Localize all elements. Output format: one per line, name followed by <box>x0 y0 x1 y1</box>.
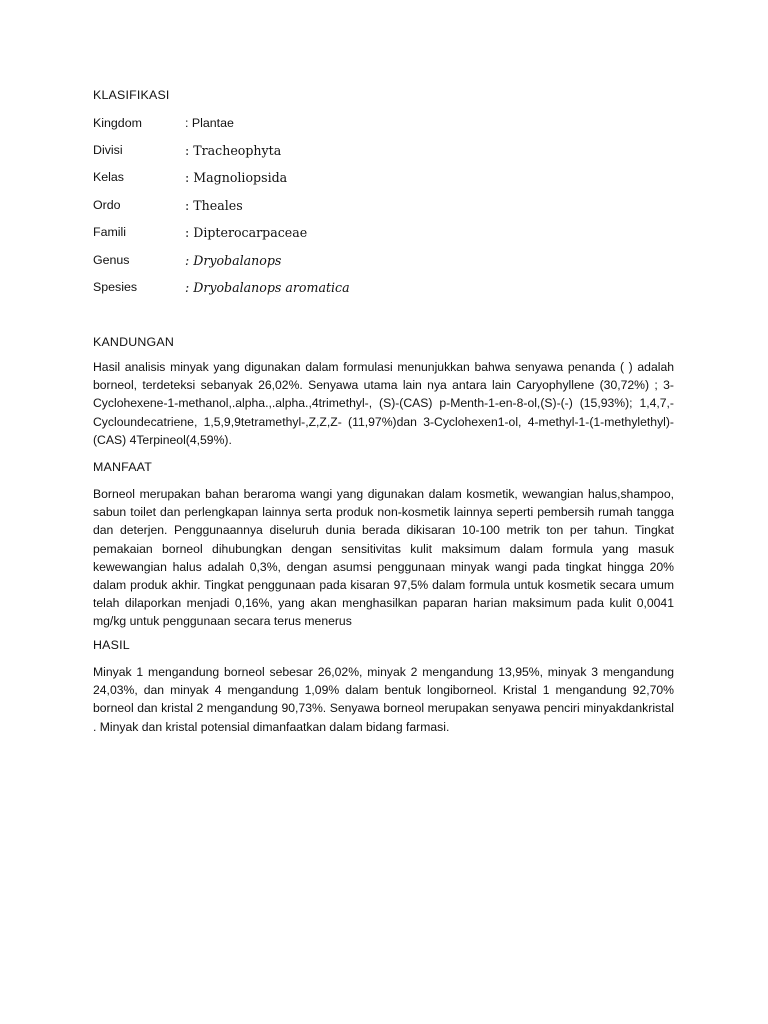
kandungan-heading: KANDUNGAN <box>93 335 174 349</box>
classification-row-spesies <box>93 280 674 298</box>
row-value: : Dryobalanops <box>185 253 282 268</box>
kandungan-paragraph: Hasil analisis minyak yang digunakan dalam formulasi menunjukkan bahwa senyawa penanda ( ) adalah borneol, terdeteksi sebanyak 26,02%. Senyawa utama lain nya antara lain Caryophyllene (30,72%) ; 3-Cyclohexene-1-methanol,.alpha.,.alpha.,4trimethyl-, (S)-(CAS) p-Menth-1-en-8-ol,(S)-(-) (15,93%); 1,4,7,-Cycloundecatriene, 1,5,9,9tetramethyl-,Z,Z,Z- (11,97%)dan 3-Cyclohexen1-ol, 4-methyl-1-(1-methylethyl)- (CAS) 4Terpineol(4,59%). <box>93 360 674 447</box>
classification-row-famili <box>93 225 674 243</box>
row-label: Divisi <box>93 143 123 157</box>
row-value: : Plantae <box>185 116 234 130</box>
row-label: Spesies <box>93 280 138 294</box>
row-label: Ordo <box>93 198 121 212</box>
row-label: Famili <box>93 225 127 239</box>
row-label: Kingdom <box>93 116 142 130</box>
row-value: : Magnoliopsida <box>185 170 288 185</box>
hasil-paragraph: Minyak 1 mengandung borneol sebesar 26,02%, minyak 2 mengandung 13,95%, minyak 3 mengandung 24,03%, dan minyak 4 mengandung 1,09% dalam bentuk longiborneol. Kristal 1 mengandung 92,70% borneol dan kristal 2 mengandung 90,73%. Senyawa borneol merupakan senyawa penciri minyakdankristal . Minyak dan kristal potensial dimanfaatkan dalam bidang farmasi. <box>93 665 674 734</box>
classification-row-genus <box>93 253 674 271</box>
classification-row-divisi <box>93 143 674 161</box>
row-value: : Theales <box>185 198 243 213</box>
row-label: Kelas <box>93 170 124 184</box>
classification-row-kelas <box>93 170 674 188</box>
classification-row-ordo <box>93 198 674 216</box>
klasifikasi-heading: KLASIFIKASI <box>93 88 170 102</box>
row-value: : Tracheophyta <box>185 143 282 158</box>
row-value: : Dipterocarpaceae <box>185 225 308 240</box>
classification-row-kingdom <box>93 116 674 134</box>
row-label: Genus <box>93 253 130 267</box>
manfaat-paragraph: Borneol merupakan bahan beraroma wangi yang digunakan dalam kosmetik, wewangian halus,shampoo, sabun toilet dan perlengkapan lainnya serta produk non-kosmetik lainnya seperti pembersih rumah tangga dan deterjen. Penggunaannya diseluruh dunia berada dikisaran 10-100 metrik ton per tahun. Tingkat pemakaian borneol dihubungkan dengan sensitivitas kulit maksimum dalam formula yang masuk kewewangian halus adalah 0,3%, dengan asumsi penggunaan minyak wangi pada tingkat hingga 20% dalam produk akhir. Tingkat penggunaan pada kisaran 97,5% dalam formula untuk kosmetik secara umum telah dilaporkan menjadi 0,16%, yang akan menghasilkan paparan harian maksimum pada kulit 0,0041 mg/kg untuk penggunaan secara terus menerus <box>93 487 674 629</box>
manfaat-heading: MANFAAT <box>93 460 152 474</box>
hasil-heading: HASIL <box>93 638 130 652</box>
row-value: : Dryobalanops aromatica <box>185 280 350 295</box>
